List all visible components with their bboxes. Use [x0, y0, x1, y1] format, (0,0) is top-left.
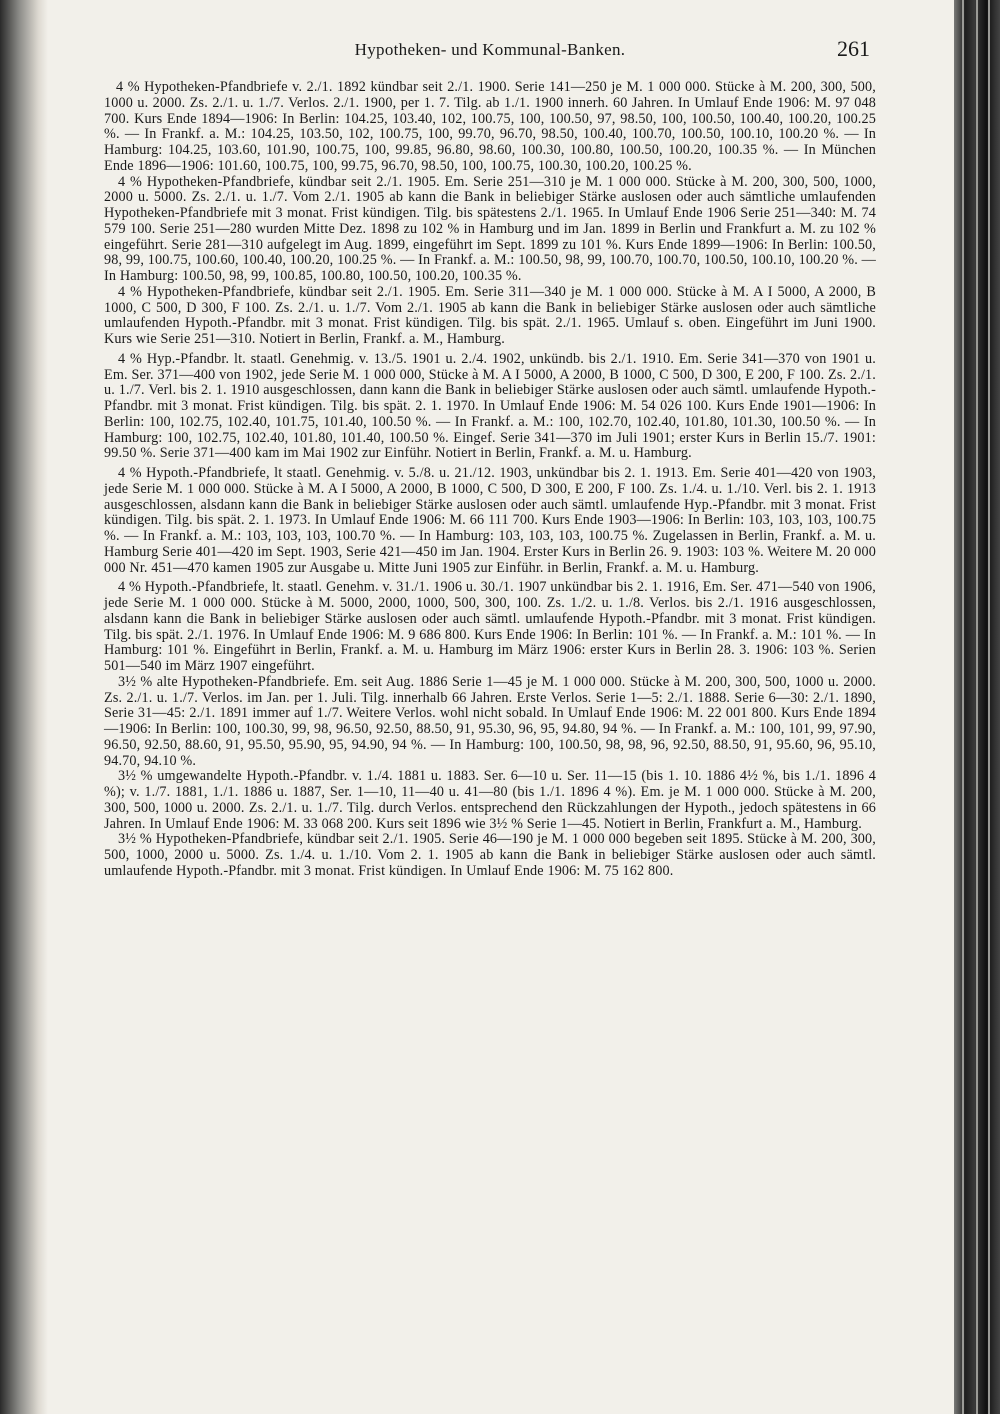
paragraph: 3½ % umgewandelte Hypoth.-Pfandbr. v. 1./4. 1881 u. 1883. Ser. 6—10 u. Ser. 11—15 (bis 1. 10. 1886 4½ %, bis 1./1. 1896 4 %); v. 1./7. 1881, 1./1. 1886 u. 1887, Ser. 1—10, 11—40 u. 41—80 (bis 1./1. 1896 4 %). Em. je M. 1 000 000. Stücke à M. 200, 300, 500, 1000 u. 2000. Zs. 2./1. u. 1./7. Tilg. durch Verlos. entsprechend den Rückzahlungen der Hypoth., jedoch spätestens in 66 Jahren. In Umlauf Ende 1906: M. 33 068 200. Kurs seit 1896 wie 3½ % Serie 1—45. Notiert in Berlin, Frankfurt a. M., Hamburg.	[104, 768, 876, 832]
running-title: Hypotheken- und Kommunal-Banken.	[354, 40, 626, 59]
body-text	[104, 80, 876, 880]
paragraph: 4 % Hypoth.-Pfandbriefe, lt. staatl. Genehm. v. 31./1. 1906 u. 30./1. 1907 unkündbar bis 2. 1. 1916, Em. Ser. 471—540 von 1906, jede Serie M. 1 000 000. Stücke à M. 5000, 2000, 1000, 500, 300, 100. Zs. 1./2. u. 1./8. Verlos. bis 2./1. 1916 ausgeschlossen, alsdann kann die Bank in beliebiger Stärke auslosen oder auch sämtl. umlaufende Hypoth.-Pfandbr. mit 3 monat. Frist kündigen. Tilg. bis spät. 2./1. 1976. In Umlauf Ende 1906: M. 9 686 800. Kurs Ende 1906: In Berlin: 101 %. — In Frankf. a. M.: 101 %. — In Hamburg: 101 %. Eingeführt in Berlin, Frankf. a. M. u. Hamburg im März 1906: erster Kurs in Berlin 28. 3. 1906: 103 %. Serien 501—540 im März 1907 eingeführt.	[104, 579, 876, 674]
page-edge	[954, 0, 1000, 1414]
paragraph: 4 % Hypotheken-Pfandbriefe, kündbar seit 2./1. 1905. Em. Serie 251—310 je M. 1 000 000. Stücke à M. 200, 300, 500, 1000, 2000 u. 5000. Zs. 2./1. u. 1./7. Vom 2./1. 1905 ab kann die Bank in beliebiger Stärke auslosen oder auch sämtliche umlaufenden Hypotheken-Pfandbriefe mit 3 monat. Frist kündigen. Tilg. bis spätestens 2./1. 1965. In Umlauf Ende 1906 Serie 251—340: M. 74 579 100. Serie 251—280 wurden Mitte Dez. 1898 zu 102 % in Hamburg und im Jan. 1899 in Berlin und Frankfurt a. M. zu 102 % eingeführt. Serie 281—310 aufgelegt im Aug. 1899, eingeführt im Sept. 1899 zu 101 %. Kurs Ende 1899—1906: In Berlin: 100.50, 98, 99, 100.75, 100.60, 100.40, 100.20, 100.25 %. — In Frankf. a. M.: 100.50, 98, 99, 100.70, 100.70, 100.50, 100.10, 100.20 %. — In Hamburg: 100.50, 98, 99, 100.85, 100.80, 100.50, 100.20, 100.35 %.	[104, 173, 876, 284]
paragraph: 4 % Hypotheken-Pfandbriefe v. 2./1. 1892 kündbar seit 2./1. 1900. Serie 141—250 je M. 1 000 000. Stücke à M. 200, 300, 500, 1000 u. 2000. Zs. 2./1. u. 1./7. Verlos. 2./1. 1900, per 1. 7. Tilg. ab 1./1. 1900 innerh. 60 Jahren. In Umlauf Ende 1906: M. 97 048 700. Kurs Ende 1894—1906: In Berlin: 104.25, 103.40, 102, 100.75, 100, 100.50, 97, 98.50, 100, 100.50, 100.40, 100.20, 100.25 %. — In Frankf. a. M.: 104.25, 103.50, 102, 100.75, 100, 99.70, 96.70, 98.50, 100.40, 100.70, 100.50, 100.10, 100.20 %. — In Hamburg: 104.25, 103.60, 101.90, 100.75, 100, 99.85, 96.80, 98.60, 100.30, 100.80, 100.50, 100.20, 100.35 %. — In München Ende 1896—1906: 101.60, 100.75, 100, 99.75, 96.70, 98.50, 100, 100.75, 100.30, 100.20, 100.25 %.	[104, 79, 876, 174]
paragraph: 4 % Hyp.-Pfandbr. lt. staatl. Genehmig. v. 13./5. 1901 u. 2./4. 1902, unkündb. bis 2./1. 1910. Em. Serie 341—370 von 1901 u. Em. Ser. 371—400 von 1902, jede Serie M. 1 000 000, Stücke à M. A I 5000, A 2000, B 1000, C 500, D 300, E 200, F 100. Zs. 2./1. u. 1./7. Verl. bis 2. 1. 1910 ausgeschlossen, dann kann die Bank in beliebiger Stärke auslosen oder auch sämtl. umlaufende Hypoth.-Pfandbr. mit 3 monat. Frist kündigen. Tilg. bis spät. 2. 1. 1970. In Umlauf Ende 1906: M. 54 026 100. Kurs Ende 1901—1906: In Berlin: 100, 102.75, 102.40, 101.75, 101.40, 100.50 %. — In Frankf. a. M.: 100, 102.70, 102.40, 101.80, 101.30, 100.50 %. — In Hamburg: 100, 102.75, 102.40, 101.80, 101.40, 100.50 %. Eingef. Serie 341—370 im Juli 1901; erster Kurs in Berlin 15./7. 1901: 99.50 %. Serie 371—400 kam im Mai 1902 zur Einführ. Notiert in Berlin, Frankf. a. M. u. Hamburg.	[104, 350, 876, 462]
binding-shadow	[0, 0, 48, 1414]
paragraph: 4 % Hypotheken-Pfandbriefe, kündbar seit 2./1. 1905. Em. Serie 311—340 je M. 1 000 000. Stücke à M. A I 5000, A 2000, B 1000, C 500, D 300, F 100. Zs. 2./1. u. 1./7. Vom 2./1. 1905 ab kann die Bank in beliebiger Stärke auslosen oder auch sämtliche umlaufenden Hypoth.-Pfandbr. mit 3 monat. Frist kündigen. Tilg. bis spät. 2./1. 1965. Umlauf s. oben. Eingeführt im Juni 1900. Kurs wie Serie 251—310. Notiert in Berlin, Frankf. a. M., Hamburg.	[104, 283, 876, 347]
running-head	[104, 36, 876, 70]
page-number: 261	[837, 36, 870, 61]
page-content	[104, 36, 876, 880]
paragraph: 3½ % alte Hypotheken-Pfandbriefe. Em. seit Aug. 1886 Serie 1—45 je M. 1 000 000. Stücke à M. 200, 300, 500, 1000 u. 2000. Zs. 2./1. u. 1./7. Verlos. im Jan. per 1. Juli. Tilg. innerhalb 66 Jahren. Erste Verlos. Serie 1—5: 2./1. 1888. Serie 6—30: 2./1. 1890, Serie 31—45: 2./1. 1891 immer auf 1./7. Weitere Verlos. wohl nicht sobald. In Umlauf Ende 1906: M. 22 001 800. Kurs Ende 1894—1906: In Berlin: 100, 100.30, 99, 98, 96.50, 92.50, 88.50, 91, 95.30, 96, 95, 94.80, 94 %. — In Frankf. a. M.: 100, 101, 99, 97.90, 96.50, 92.50, 88.60, 91, 95.50, 95.90, 95, 94.90, 94 %. — In Hamburg: 100, 100.50, 98, 98, 96, 92.50, 88.50, 91, 95.60, 96, 95.10, 94.70, 94.10 %.	[104, 673, 876, 769]
paragraph: 3½ % Hypotheken-Pfandbriefe, kündbar seit 2./1. 1905. Serie 46—190 je M. 1 000 000 begeben seit 1895. Stücke à M. 200, 300, 500, 1000, 2000 u. 5000. Zs. 1./4. u. 1./10. Vom 2. 1. 1905 ab kann die Bank in beliebiger Stärke auslosen oder auch sämtl. umlaufende Hypoth.-Pfandbr. mit 3 monat. Frist kündigen. In Umlauf Ende 1906: M. 75 162 800.	[104, 831, 876, 879]
paragraph: 4 % Hypoth.-Pfandbriefe, lt staatl. Genehmig. v. 5./8. u. 21./12. 1903, unkündbar bis 2. 1. 1913. Em. Serie 401—420 von 1903, jede Serie M. 1 000 000. Stücke à M. A I 5000, A 2000, B 1000, C 500, D 300, E 200, F 100. Zs. 1./4. u. 1./10. Verl. bis 2. 1. 1913 ausgeschlossen, alsdann kann die Bank in beliebiger Stärke auslosen oder auch sämtl. umlaufende Hyp.-Pfandbr. mit 3 monat. Frist kündigen. Tilg. bis spät. 2. 1. 1973. In Umlauf Ende 1906: M. 66 111 700. Kurs Ende 1903—1906: In Berlin: 103, 103, 103, 100.75 %. — In Frankf. a. M.: 103, 103, 103, 100.70 %. — In Hamburg: 103, 103, 103, 100.75 %. Zugelassen in Berlin, Frankf. a. M. u. Hamburg Serie 401—420 im Sept. 1903, Serie 421—450 im Jan. 1904. Erster Kurs in Berlin 26. 9. 1903: 103 %. Weitere M. 20 000 000 Nr. 451—470 kamen 1905 zur Ausgabe u. Mitte Juni 1905 zur Einführ. in Berlin, Frankf. a. M. u. Hamburg.	[104, 465, 876, 576]
